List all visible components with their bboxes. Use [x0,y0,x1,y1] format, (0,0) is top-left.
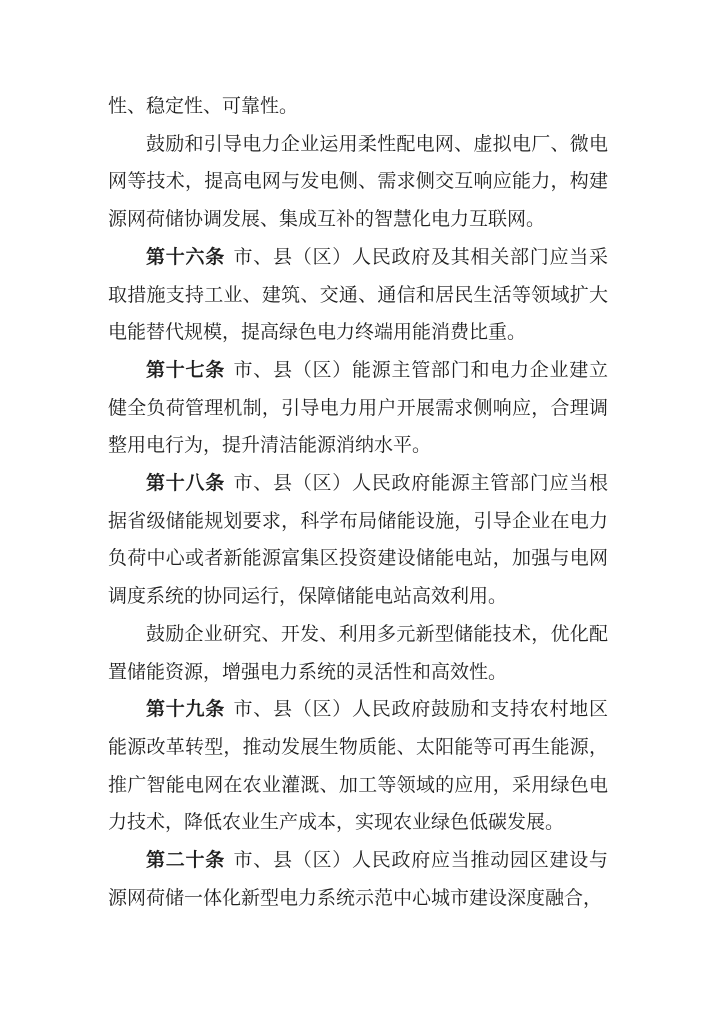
paragraph [108,126,608,239]
paragraph-text: 性、稳定性、可靠性。 [108,96,299,117]
article-heading: 第十六条 [146,246,225,268]
article-heading: 第十九条 [146,699,225,721]
article-heading: 第二十条 [146,850,225,872]
paragraph-article-19 [108,691,608,842]
article-heading: 第十七条 [146,359,225,381]
paragraph-text: 市、县（区）人民政府应当推动园区建设与源网荷储一体化新型电力系统示范中心城市建设深度融合， [108,850,608,909]
paragraph [108,616,608,691]
paragraph-text: 市、县（区）能源主管部门和电力企业建立健全负荷管理机制，引导电力用户开展需求侧响应，合理调整用电行为，提升清洁能源消纳水平。 [108,359,608,457]
paragraph-text: 鼓励和引导电力企业运用柔性配电网、虚拟电厂、微电网等技术，提高电网与发电侧、需求侧交互响应能力，构建源网荷储协调发展、集成互补的智慧化电力互联网。 [108,133,608,231]
paragraph-article-17 [108,352,608,465]
paragraph-continuation [108,88,608,126]
paragraph-text: 市、县（区）人民政府能源主管部门应当根据省级储能规划要求，科学布局储能设施，引导企业在电力负荷中心或者新能源富集区投资建设储能电站，加强与电网调度系统的协同运行，保障储能电站高效利用。 [108,473,608,608]
document-body [108,88,608,917]
paragraph-text: 鼓励企业研究、开发、利用多元新型储能技术，优化配置储能资源，增强电力系统的灵活性和高效性。 [108,623,608,683]
paragraph-text: 市、县（区）人民政府鼓励和支持农村地区能源改革转型，推动发展生物质能、太阳能等可再生能源，推广智能电网在农业灌溉、加工等领域的应用，采用绿色电力技术，降低农业生产成本，实现农业绿色低碳发展。 [108,699,608,834]
paragraph-article-18 [108,465,608,616]
article-heading: 第十八条 [146,473,225,495]
paragraph-article-20 [108,842,608,917]
paragraph-article-16 [108,239,608,352]
paragraph-text: 市、县（区）人民政府及其相关部门应当采取措施支持工业、建筑、交通、通信和居民生活等领域扩大电能替代规模，提高绿色电力终端用能消费比重。 [108,246,608,344]
